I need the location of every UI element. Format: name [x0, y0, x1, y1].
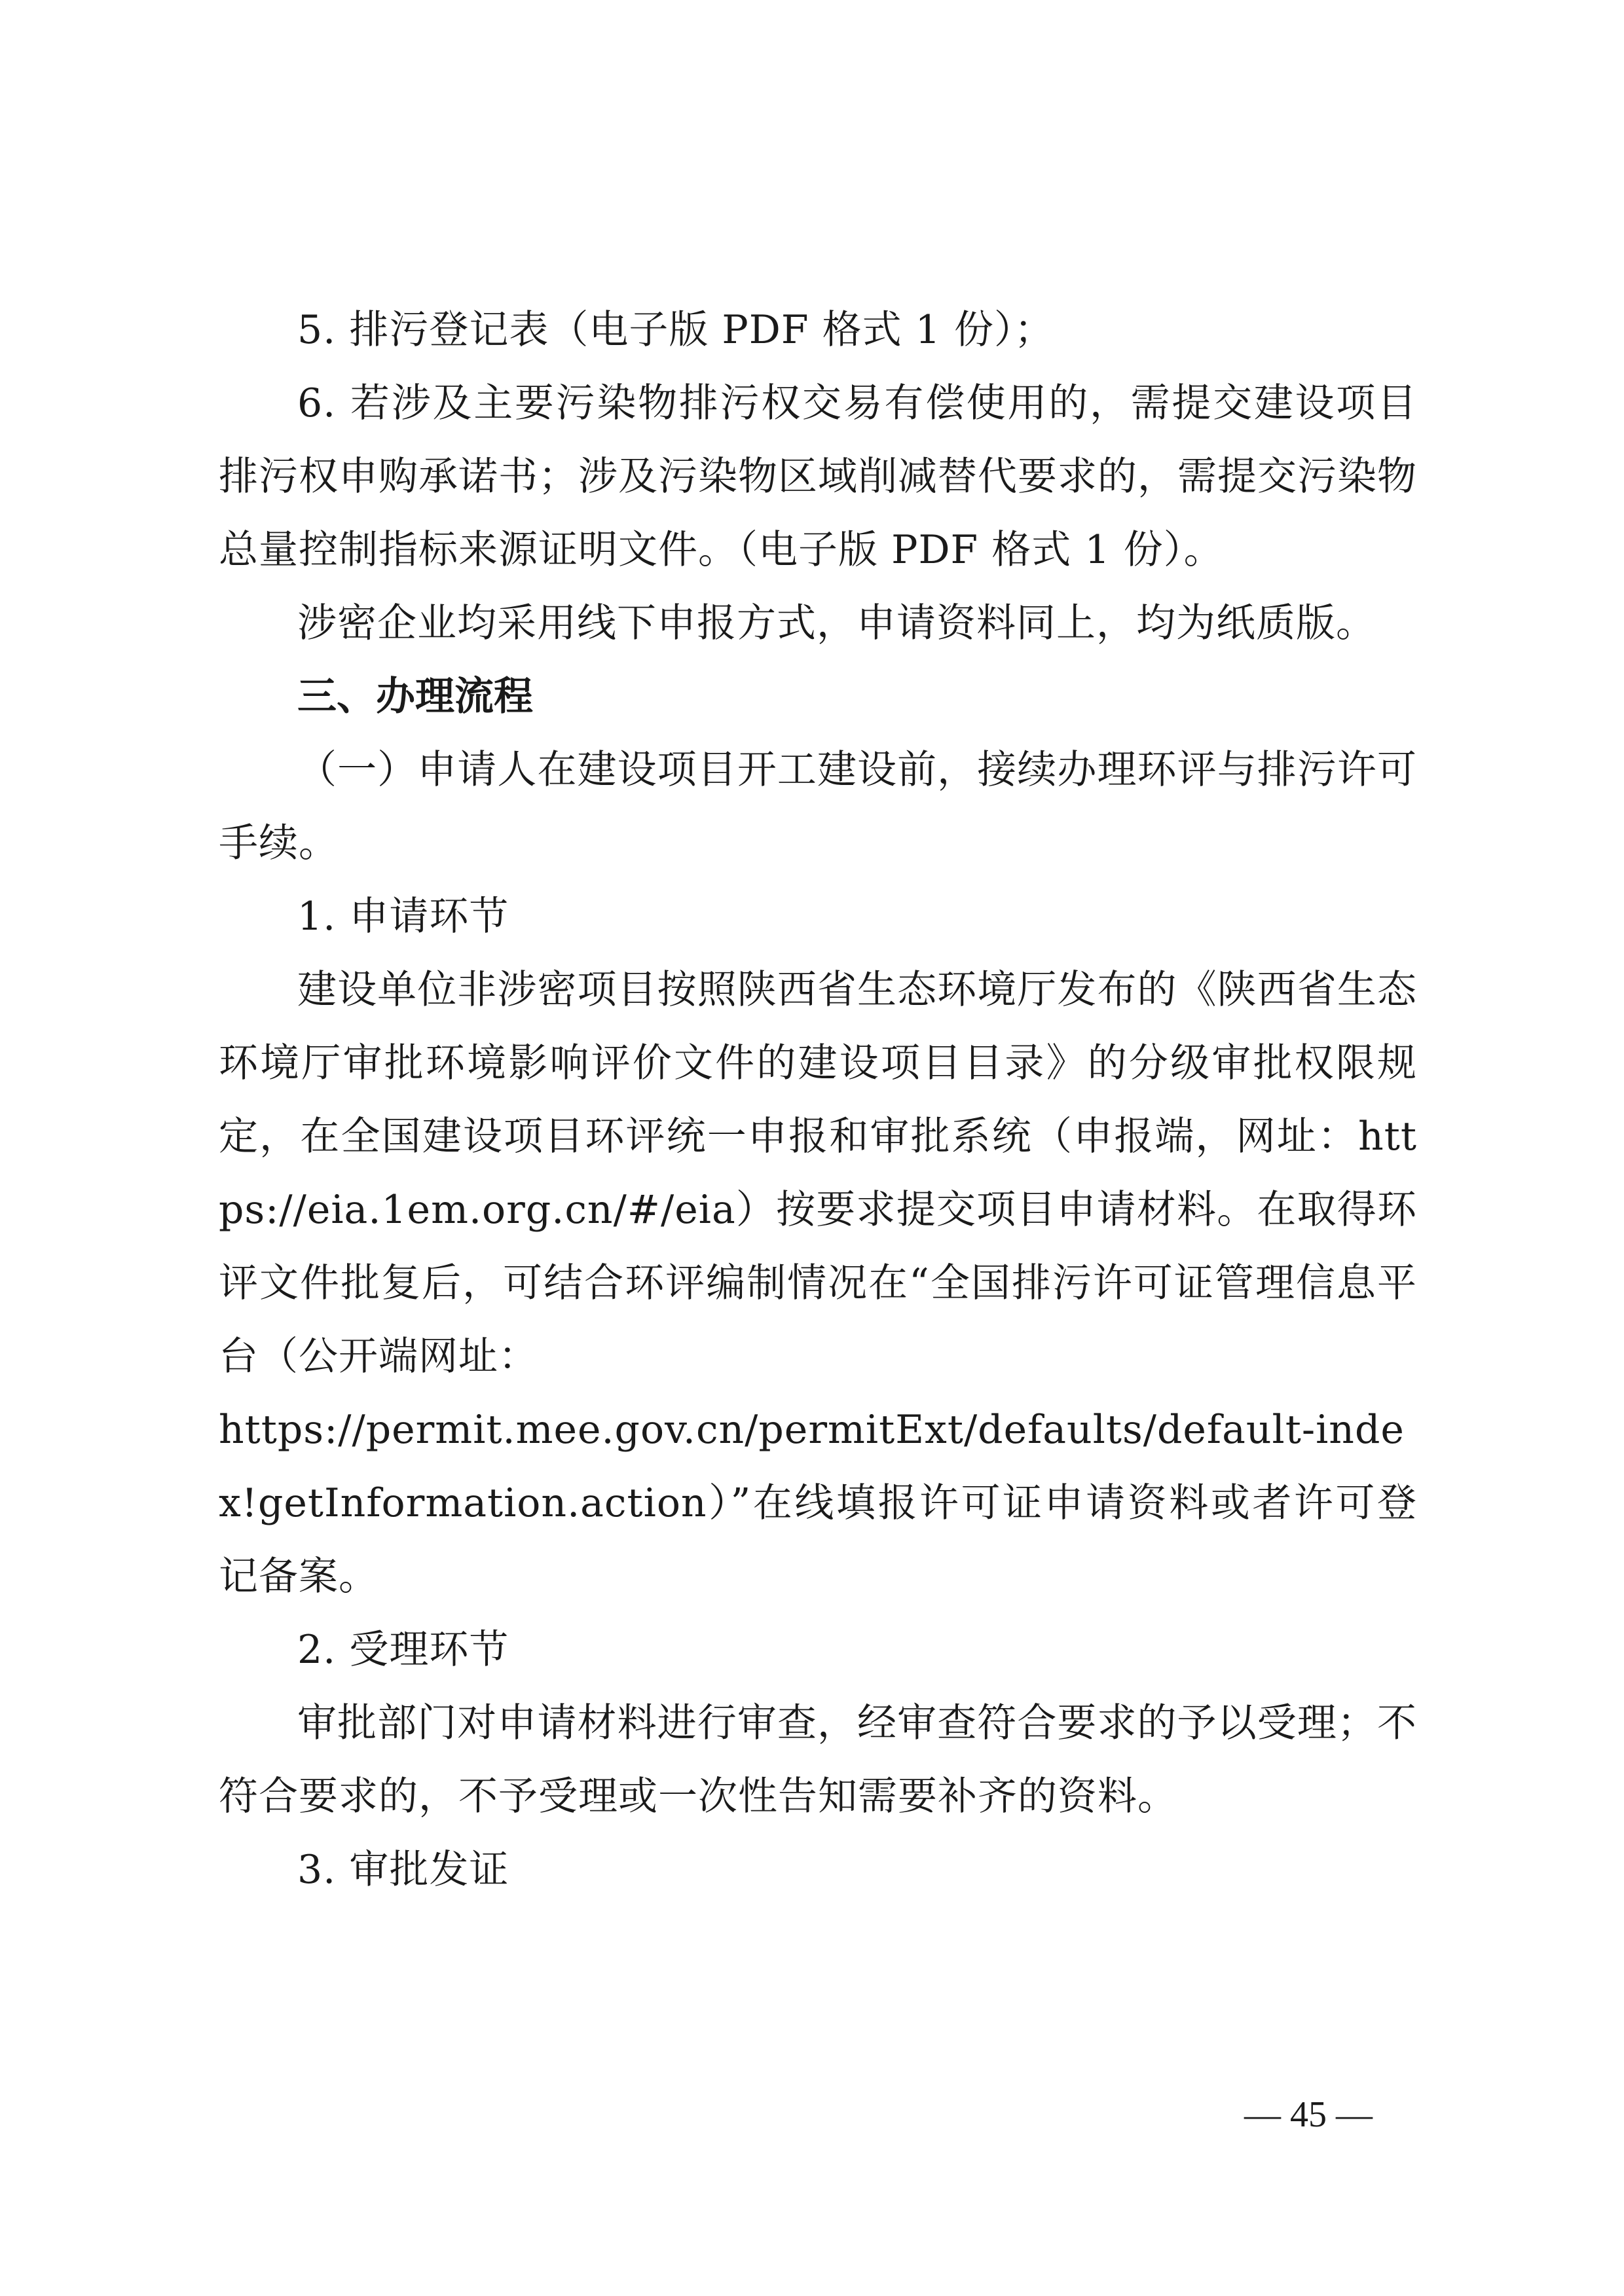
item-6-paragraph: 6. 若涉及主要污染物排污权交易有偿使用的，需提交建设项目排污权申购承诺书；涉及污染物区域削减替代要求的，需提交污染物总量控制指标来源证明文件。（电子版 PDF 格式 1 份）。	[219, 380, 1417, 573]
classified-enterprise-paragraph: 涉密企业均采用线下申报方式，申请资料同上，均为纸质版。	[297, 600, 1376, 646]
body-text	[219, 293, 1417, 1906]
step-3-title: 3. 审批发证	[297, 1847, 509, 1893]
application-step-paragraph: 建设单位非涉密项目按照陕西省生态环境厅发布的《陕西省生态环境厅审批环境影响评价文件的建设项目目录》的分级审批权限规定，在全国建设项目环评统一申报和审批系统（申报端，网址：https://eia.1em.org.cn/#/eia）按要求提交项目申请材料。在取得环评文件批复后，可结合环评编制情况在“全国排污许可证管理信息平台（公开端网址：	[219, 967, 1417, 1379]
section-heading-process: 三、办理流程	[297, 674, 533, 720]
acceptance-step-paragraph: 审批部门对申请材料进行审查，经审查符合要求的予以受理；不符合要求的，不予受理或一次性告知需要补齐的资料。	[219, 1700, 1417, 1819]
page-number: — 45 —	[1244, 2094, 1373, 2135]
subsection-one-paragraph: （一）申请人在建设项目开工建设前，接续办理环评与排污许可手续。	[219, 747, 1417, 866]
permit-platform-url-paragraph: https://permit.mee.gov.cn/permitExt/defaults/default-index!getInformation.action）”在线填报许可证申请资料或者许可登记备案。	[219, 1407, 1417, 1599]
step-1-title: 1. 申请环节	[297, 894, 509, 939]
item-5-paragraph: 5. 排污登记表（电子版 PDF 格式 1 份）；	[297, 307, 1054, 353]
step-2-title: 2. 受理环节	[297, 1627, 509, 1673]
